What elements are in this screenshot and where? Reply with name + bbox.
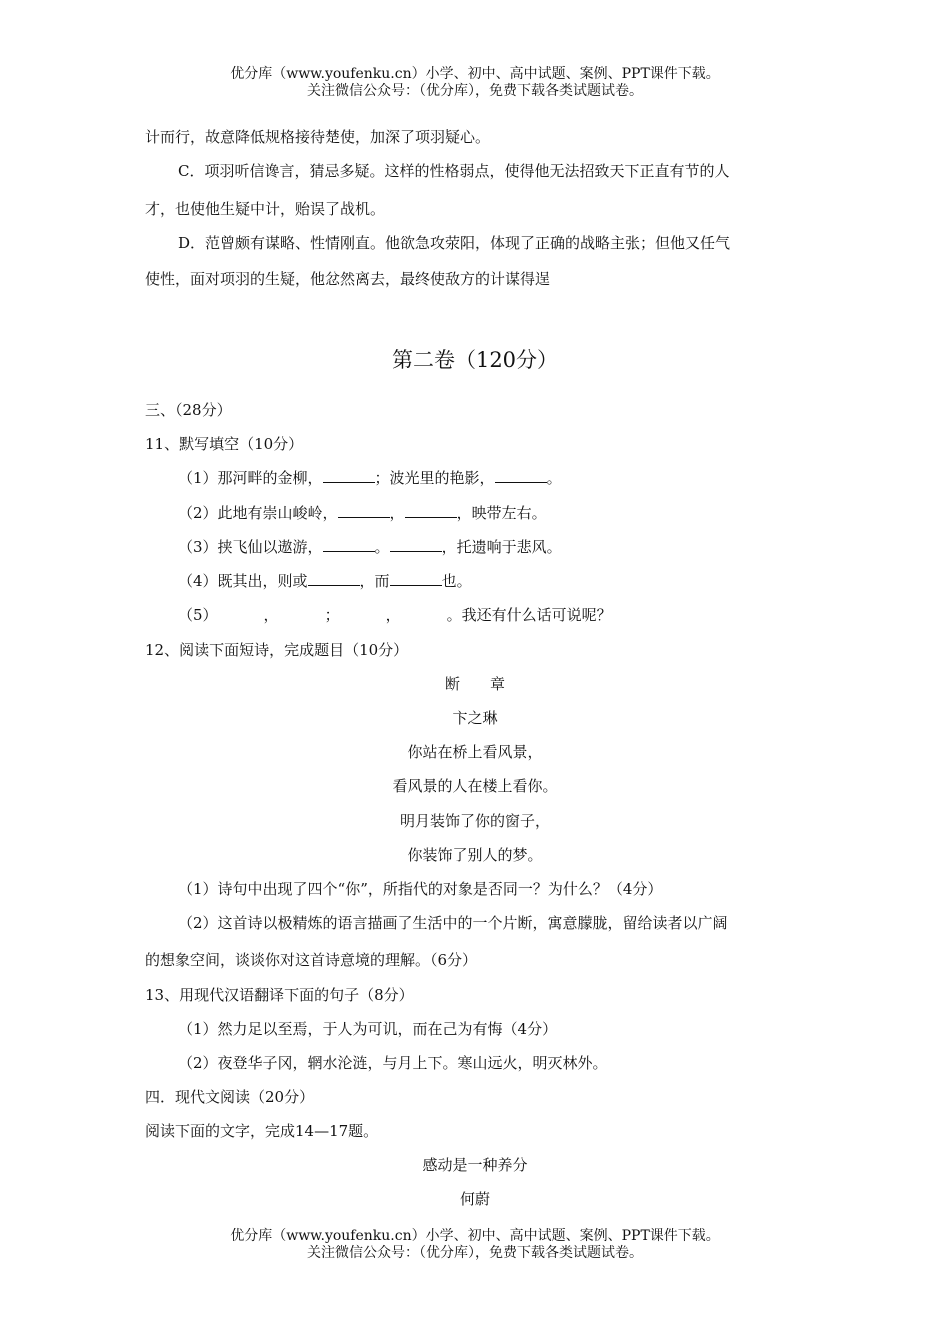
q11-item-5-text-c: ； [324,606,340,624]
q11-item-1-text-c: 。 [546,469,562,487]
page-header [0,66,950,100]
part4-heading: 四．现代文阅读（20分） [145,1088,315,1106]
q11-item-5-text-b: ， [263,606,279,624]
poem-author: 卞之琳 [452,709,498,727]
answer-blank[interactable] [495,468,547,483]
q11-item-3-text-b: 。 [374,538,390,556]
q12-sub-2-line-2: 的想象空间，谈谈你对这首诗意境的理解。（6分） [145,951,478,969]
part3-heading: 三、（28分） [145,401,232,419]
option-d-line-1: D．范曾颇有谋略、性情刚直。他欲急攻荥阳，体现了正确的战略主张；但他又任气 [178,234,731,252]
answer-blank[interactable] [390,571,442,586]
q11-item-2-text-b: ， [389,504,405,522]
answer-blank[interactable] [405,503,457,518]
q13-title: 13、用现代汉语翻译下面的句子（8分） [145,986,414,1004]
q11-item-1-text-b: ；波光里的艳影， [374,469,495,487]
answer-blank[interactable] [338,503,390,518]
answer-blank[interactable] [308,571,360,586]
option-b-continuation: 计而行，故意降低规格接待楚使，加深了项羽疑心。 [145,128,491,146]
section-title: 第二卷（120分） [391,348,559,372]
header-line-2: 关注微信公众号：（优分库），免费下载各类试题试卷。 [307,83,643,99]
q11-item-2 [178,503,547,523]
q12-title: 12、阅读下面短诗，完成题目（10分） [145,641,409,659]
q11-item-5-text-a: （5） [178,606,218,624]
q11-item-5-text-e: 。我还有什么话可说呢？ [446,606,612,624]
q13-sub-1: （1）然力足以至焉，于人为可讥，而在己为有悔（4分） [178,1020,558,1038]
article-author: 何蔚 [459,1190,490,1208]
q11-item-2-text-a: （2）此地有崇山峻岭， [178,504,338,522]
q11-item-5-text-d: ， [385,606,401,624]
q11-item-5 [178,605,612,625]
article-title: 感动是一种养分 [422,1156,528,1174]
answer-blank[interactable] [323,468,375,483]
footer-line-1: 优分库（www.youfenku.cn）小学、初中、高中试题、案例、PPT课件下载。 [230,1228,720,1244]
q11-item-4 [178,571,472,591]
answer-blank[interactable] [323,537,375,552]
q11-item-4-text-b: ，而 [359,572,390,590]
poem-line: 明月装饰了你的窗子， [399,812,550,830]
q11-item-3 [178,537,562,557]
option-d-line-2: 使性，面对项羽的生疑，他忿然离去，最终使敌方的计谋得逞 [145,270,551,288]
footer-line-2: 关注微信公众号：（优分库），免费下载各类试题试卷。 [307,1245,643,1261]
q11-item-3-text-a: （3）挟飞仙以遨游， [178,538,323,556]
q11-item-1-text-a: （1）那河畔的金柳， [178,469,323,487]
page-footer [0,1228,950,1262]
q11-item-3-text-c: ，托遗响于悲风。 [441,538,562,556]
q11-item-4-text-a: （4）既其出，则或 [178,572,308,590]
part4-intro: 阅读下面的文字，完成14—17题。 [145,1122,379,1140]
poem-line: 看风景的人在楼上看你。 [392,777,558,795]
q12-sub-2-line-1: （2）这首诗以极精炼的语言描画了生活中的一个片断，寓意朦胧，留给读者以广阔 [178,914,728,932]
option-c-line-1: C．项羽听信谗言，猜忌多疑。这样的性格弱点，使得他无法招致天下正直有节的人 [178,162,730,180]
answer-blank[interactable] [390,537,442,552]
poem-title: 断 章 [444,675,505,693]
poem-line: 你装饰了别人的梦。 [407,846,543,864]
q11-title: 11、默写填空（10分） [145,435,304,453]
q13-sub-2: （2）夜登华子冈，辋水沦涟，与月上下。寒山远火，明灭林外。 [178,1054,608,1072]
poem-line: 你站在桥上看风景， [407,743,543,761]
q11-item-2-text-c: ，映带左右。 [456,504,547,522]
q12-sub-1: （1）诗句中出现了四个“你”，所指代的对象是否同一？为什么？（4分） [178,880,663,898]
q11-item-4-text-c: 也。 [441,572,472,590]
header-line-1: 优分库（www.youfenku.cn）小学、初中、高中试题、案例、PPT课件下载。 [230,66,720,82]
option-c-line-2: 才，也使他生疑中计，贻误了战机。 [145,200,386,218]
q11-item-1 [178,468,562,488]
